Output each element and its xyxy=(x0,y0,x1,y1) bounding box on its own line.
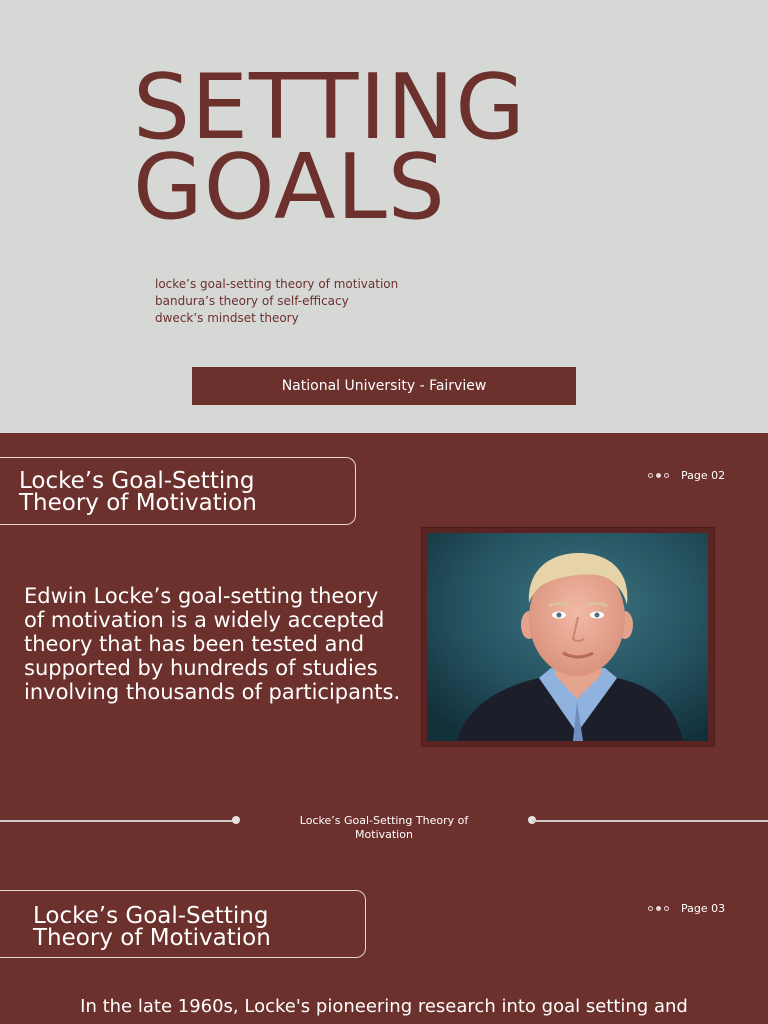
slide-title xyxy=(33,905,271,949)
slide-footer-caption xyxy=(284,814,484,842)
portrait-photo xyxy=(427,533,708,741)
photo-frame xyxy=(421,527,715,747)
footer-caption-line-2: Motivation xyxy=(355,828,413,841)
footer-divider-left xyxy=(0,820,236,822)
slide-title-line-1: Locke’s Goal-Setting xyxy=(33,903,269,929)
page-indicator xyxy=(648,902,725,915)
slide-title-line-2: Theory of Motivation xyxy=(33,925,271,951)
page-number: Page 03 xyxy=(681,902,726,915)
slide-body-text: In the late 1960s, Locke's pioneering research into goal setting and xyxy=(80,996,688,1017)
university-name: National University - Fairview xyxy=(281,378,487,394)
topic-item: bandura’s theory of self-efficacy xyxy=(155,294,349,308)
cover-slide xyxy=(0,0,768,433)
slide-title-line-2: Theory of Motivation xyxy=(19,490,257,516)
university-banner xyxy=(192,367,576,405)
footer-divider-right xyxy=(532,820,768,822)
three-dot-pager-icon xyxy=(648,906,672,911)
slide-title-box xyxy=(0,890,366,958)
divider-knob-left xyxy=(232,816,240,824)
cover-title-line-1: SETTING xyxy=(133,55,526,160)
three-dot-pager-icon xyxy=(648,473,672,478)
slide-title xyxy=(19,470,257,514)
slide-page-02 xyxy=(0,433,768,843)
topic-item: dweck’s mindset theory xyxy=(155,311,299,325)
page-indicator xyxy=(648,469,725,482)
page-number: Page 02 xyxy=(681,469,726,482)
cover-title-line-2: GOALS xyxy=(133,135,446,240)
slide-page-03 xyxy=(0,843,768,1024)
topic-item: locke’s goal-setting theory of motivation xyxy=(155,277,399,291)
topic-list xyxy=(155,276,398,327)
slide-body-text: Edwin Locke’s goal-setting theory of motivation is a widely accepted theory that has been tested and supported by hundreds of studies involving thousands of participants. xyxy=(24,584,401,704)
footer-caption-line-1: Locke’s Goal-Setting Theory of xyxy=(299,814,469,827)
cover-title xyxy=(133,55,526,240)
slide-title-line-1: Locke’s Goal-Setting xyxy=(19,468,255,494)
slide-title-box xyxy=(0,457,356,525)
